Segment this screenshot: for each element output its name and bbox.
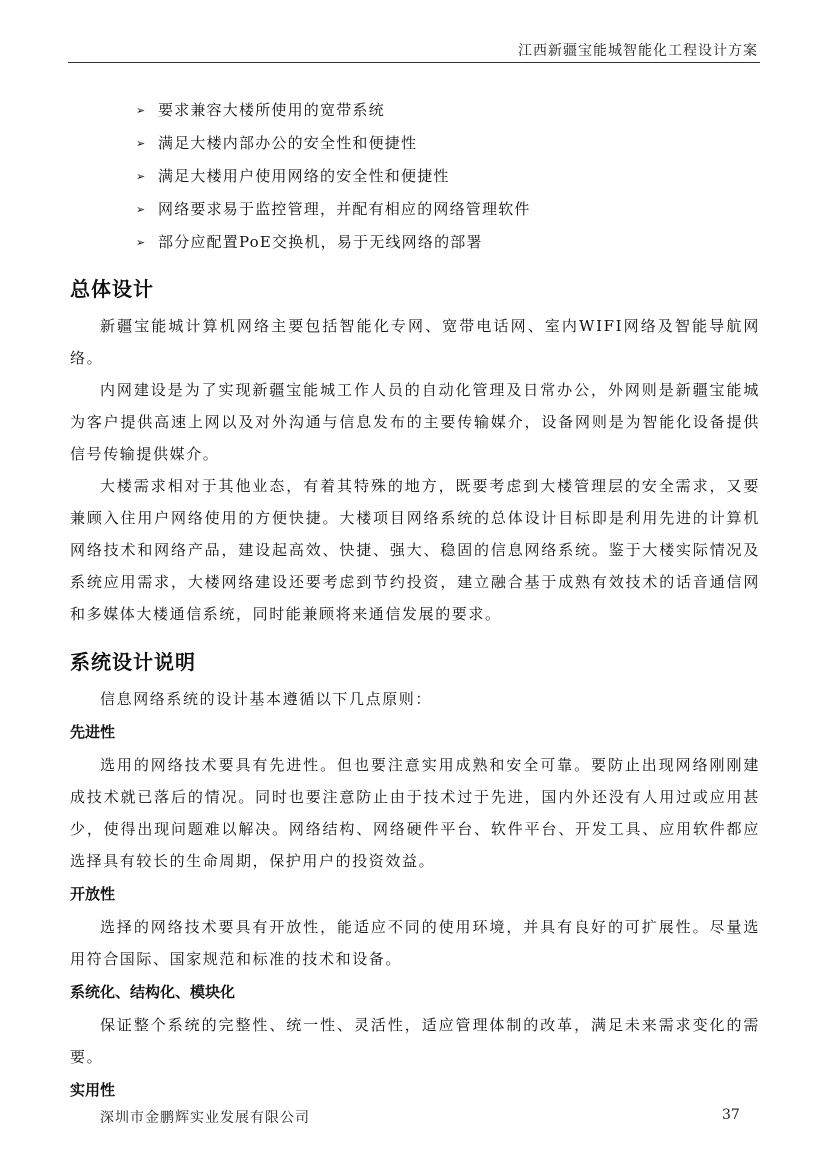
list-item <box>136 94 760 127</box>
arrowhead-bullet-icon: ➢ <box>136 236 147 249</box>
header-title: 江西新疆宝能城智能化工程设计方案 <box>518 43 758 59</box>
arrowhead-bullet-icon: ➢ <box>136 170 147 183</box>
subheading-advanced: 先进性 <box>70 723 116 741</box>
paragraph: 大楼需求相对于其他业态，有着其特殊的地方，既要考虑到大楼管理层的安全需求，又要兼顾入住用户网络使用的方便快捷。大楼项目网络系统的总体设计目标即是利用先进的计算机网络技术和网络产品，建设起高效、快捷、强大、稳固的信息网络系统。鉴于大楼实际情况及系统应用需求，大楼网络建设还要考虑到节约投资，建立融合基于成熟有效技术的话音通信网和多媒体大楼通信系统，同时能兼顾将来通信发展的要求。 <box>70 477 760 623</box>
paragraph: 保证整个系统的完整性、统一性、灵活性，适应管理体制的改革，满足未来需求变化的需要。 <box>70 1016 760 1066</box>
arrowhead-bullet-icon: ➢ <box>136 104 147 117</box>
header-divider <box>68 62 760 63</box>
footer-company: 深圳市金鹏辉实业发展有限公司 <box>100 1110 310 1126</box>
section-heading-system-design: 系统设计说明 <box>70 650 196 674</box>
paragraph: 选择的网络技术要具有开放性，能适应不同的使用环境，并具有良好的可扩展性。尽量选用符合国际、国家规范和标准的技术和设备。 <box>70 918 760 968</box>
list-item-text: 部分应配置PoE交换机，易于无线网络的部署 <box>158 233 483 251</box>
arrowhead-bullet-icon: ➢ <box>136 203 147 216</box>
paragraph: 选用的网络技术要具有先进性。但也要注意实用成熟和安全可靠。要防止出现网络刚刚建成技术就已落后的情况。同时也要注意防止由于技术过于先进，国内外还没有人用过或应用甚少，使得出现问题难以解决。网络结构、网络硬件平台、软件平台、开发工具、应用软件都应选择具有较长的生命周期，保护用户的投资效益。 <box>70 756 760 870</box>
list-item <box>136 127 760 160</box>
list-item-text: 满足大楼内部办公的安全性和便捷性 <box>158 134 418 152</box>
list-item-text: 网络要求易于监控管理，并配有相应的网络管理软件 <box>158 200 531 218</box>
subheading-openness: 开放性 <box>70 885 116 903</box>
list-item <box>136 226 760 259</box>
arrowhead-bullet-icon: ➢ <box>136 137 147 150</box>
section-heading-overall-design: 总体设计 <box>70 277 154 301</box>
subheading-modular: 系统化、结构化、模块化 <box>70 983 236 1001</box>
list-item-text: 要求兼容大楼所使用的宽带系统 <box>158 101 385 119</box>
requirements-list <box>136 94 760 259</box>
list-item-text: 满足大楼用户使用网络的安全性和便捷性 <box>158 167 450 185</box>
page-number: 37 <box>722 1107 740 1123</box>
paragraph: 新疆宝能城计算机网络主要包括智能化专网、宽带电话网、室内WIFI网络及智能导航网络。 <box>70 317 760 367</box>
paragraph: 内网建设是为了实现新疆宝能城工作人员的自动化管理及日常办公，外网则是新疆宝能城为客户提供高速上网以及对外沟通与信息发布的主要传输媒介，设备网则是为智能化设备提供信号传输提供媒介。 <box>70 381 760 463</box>
page-content <box>70 94 760 1107</box>
paragraph-intro: 信息网络系统的设计基本遵循以下几点原则： <box>100 690 433 708</box>
list-item <box>136 160 760 193</box>
subheading-practicality: 实用性 <box>70 1081 116 1099</box>
list-item <box>136 193 760 226</box>
